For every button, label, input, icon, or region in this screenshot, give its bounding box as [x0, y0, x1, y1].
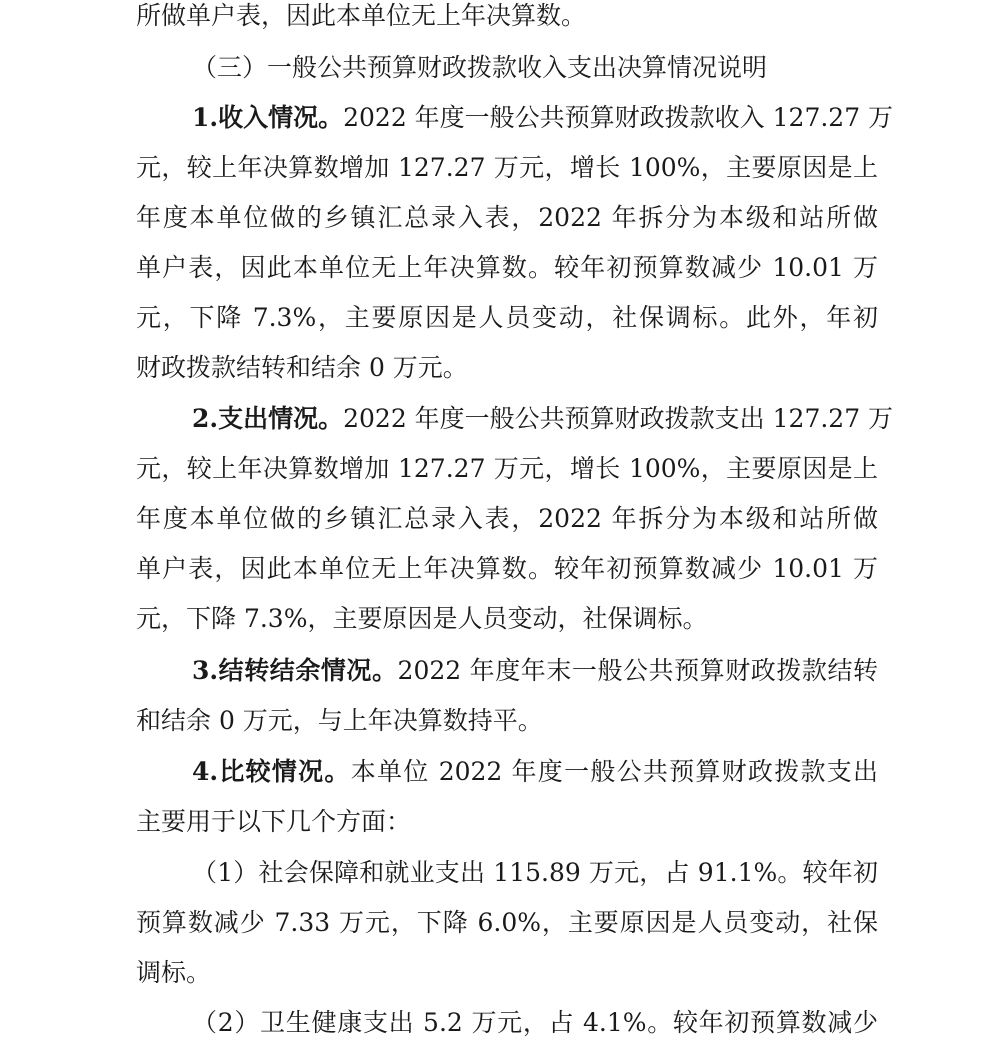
- comparison-line-2: 主要用于以下几个方面：: [136, 807, 412, 836]
- expense-text-1: 2022 年度一般公共预算财政拨款支出 127.27 万: [343, 404, 894, 433]
- item1-line-3: 调标。: [136, 958, 212, 987]
- carryover-label: 3.结转结余情况。: [192, 656, 398, 685]
- carryover-line-1: [192, 651, 878, 691]
- expense-line-1: [192, 399, 894, 439]
- item2-line-1: （2）卫生健康支出 5.2 万元，占 4.1%。较年初预算数减少: [192, 1008, 878, 1037]
- income-line-4: 单户表，因此本单位无上年决算数。较年初预算数减少 10.01 万: [136, 253, 878, 282]
- expense-line-2: 元，较上年决算数增加 127.27 万元，增长 100%，主要原因是上: [136, 454, 878, 483]
- carryover-line-2: 和结余 0 万元，与上年决算数持平。: [136, 706, 543, 735]
- expense-line-5: 元，下降 7.3%，主要原因是人员变动，社保调标。: [136, 604, 708, 633]
- item1-line-2: 预算数减少 7.33 万元，下降 6.0%，主要原因是人员变动，社保: [136, 908, 878, 937]
- income-line-6: 财政拨款结转和结余 0 万元。: [136, 353, 468, 382]
- income-line-5: 元，下降 7.3%，主要原因是人员变动，社保调标。此外，年初: [136, 303, 878, 332]
- income-line-1: [192, 98, 894, 138]
- item1-line-1: （1）社会保障和就业支出 115.89 万元，占 91.1%。较年初: [192, 858, 878, 887]
- expense-label: 2.支出情况。: [192, 404, 344, 433]
- income-line-2: 元，较上年决算数增加 127.27 万元，增长 100%，主要原因是上: [136, 153, 878, 182]
- comparison-text-1: 本单位 2022 年度一般公共预算财政拨款支出: [350, 757, 878, 786]
- comparison-line-1: [192, 752, 878, 792]
- carry-over-line: 所做单户表，因此本单位无上年决算数。: [136, 1, 587, 30]
- income-label: 1.收入情况。: [192, 103, 344, 132]
- income-text-1: 2022 年度一般公共预算财政拨款收入 127.27 万: [343, 103, 894, 132]
- carryover-text-1: 2022 年度年末一般公共预算财政拨款结转: [397, 656, 878, 685]
- section-heading: （三）一般公共预算财政拨款收入支出决算情况说明: [192, 53, 768, 82]
- expense-line-4: 单户表，因此本单位无上年决算数。较年初预算数减少 10.01 万: [136, 554, 878, 583]
- comparison-label: 4.比较情况。: [192, 757, 351, 786]
- expense-line-3: 年度本单位做的乡镇汇总录入表，2022 年拆分为本级和站所做: [136, 504, 878, 533]
- income-line-3: 年度本单位做的乡镇汇总录入表，2022 年拆分为本级和站所做: [136, 203, 878, 232]
